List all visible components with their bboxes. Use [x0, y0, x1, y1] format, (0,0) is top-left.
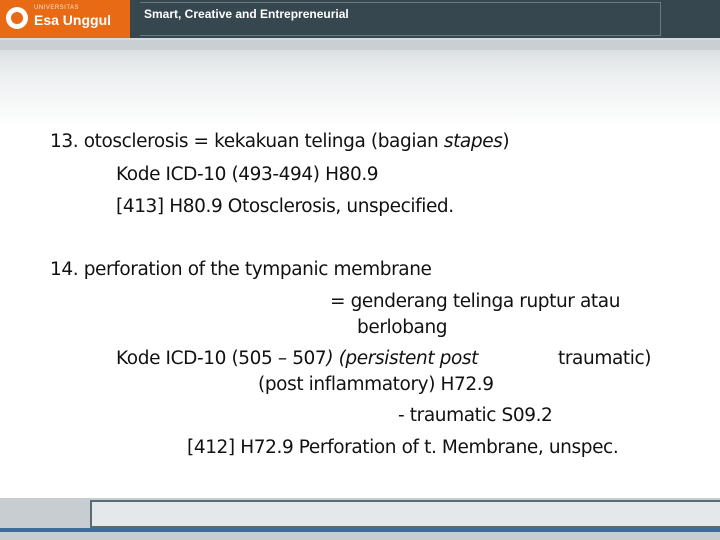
item-14-detail: [412] H72.9 Perforation of t. Membrane, unspec.: [187, 437, 619, 458]
item-13-detail: [413] H80.9 Otosclerosis, unspecified.: [116, 196, 454, 217]
item-14-post-inflammatory: (post inflammatory) H72.9: [258, 374, 494, 395]
item-14-code: [116, 348, 478, 369]
item-13-text: 13. otosclerosis = kekakuan telinga (bagian: [50, 131, 444, 152]
item-14-code-persistent: ) (persistent post: [326, 348, 479, 369]
item-14-meaning-cont: berlobang: [357, 317, 448, 338]
footer-frame: [90, 500, 720, 528]
logo-subtitle: UNIVERSITAS: [34, 5, 80, 11]
item-14-traumatic: - traumatic S09.2: [398, 405, 553, 426]
item-13-end: ): [502, 131, 510, 152]
item-14-code-range: Kode ICD-10 (505 – 507: [116, 348, 327, 369]
item-14-code-traumatic: traumatic): [558, 348, 652, 369]
item-13-code: Kode ICD-10 (493-494) H80.9: [116, 164, 379, 185]
item-14-title: 14. perforation of the tympanic membrane: [50, 259, 432, 280]
item-14-meaning: = genderang telinga ruptur atau: [330, 291, 621, 312]
item-13-title: [50, 131, 509, 152]
tagline: Smart, Creative and Entrepreneurial: [144, 7, 349, 21]
logo-name: Esa Unggul: [34, 12, 112, 28]
footer-line: [0, 528, 720, 532]
item-13-italic: stapes: [443, 131, 503, 152]
